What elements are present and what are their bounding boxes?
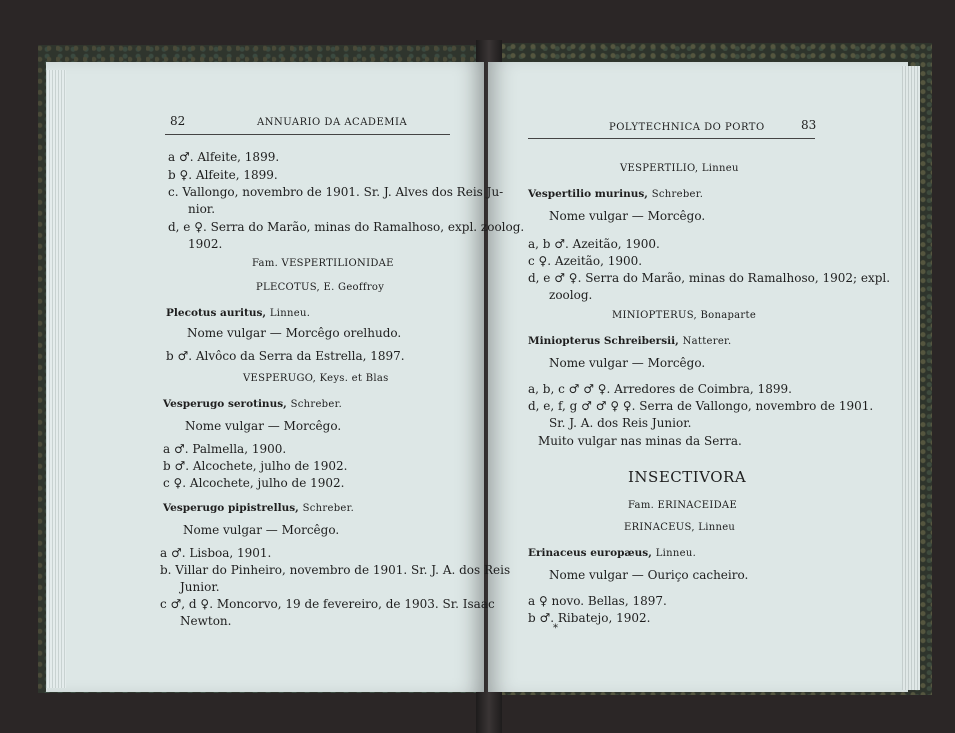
common-name: Nome vulgar — Morcêgo orelhudo. xyxy=(187,326,402,340)
genus-heading: VESPERTILIO, Linneu xyxy=(620,163,739,174)
species-author: Schreber. xyxy=(302,503,355,514)
record-line: a, b, c ♂ ♂ ♀. Arredores de Coimbra, 1899. xyxy=(528,382,792,396)
record-line: c. Vallongo, novembro de 1901. Sr. J. Alves dos Reis Ju- xyxy=(168,185,504,199)
species-author: Linneu. xyxy=(269,308,311,319)
species-author: Linneu. xyxy=(655,548,697,559)
genus-heading: VESPERUGO, Keys. et Blas xyxy=(243,373,389,384)
species-entry xyxy=(528,545,696,559)
species-entry xyxy=(528,333,732,347)
record-line: a ♀ novo. Bellas, 1897. xyxy=(528,594,667,608)
note-line: Muito vulgar nas minas da Serra. xyxy=(538,434,742,448)
record-line: b ♀. Alfeite, 1899. xyxy=(168,168,278,182)
record-line: b. Villar do Pinheiro, novembro de 1901. Sr. J. A. dos Reis xyxy=(160,563,511,577)
record-line: a ♂. Palmella, 1900. xyxy=(163,442,287,456)
record-line: nior. xyxy=(188,202,216,216)
record-line: d, e, f, g ♂ ♂ ♀ ♀. Serra de Vallongo, novembro de 1901. xyxy=(528,399,874,413)
species-name: Vespertilio murinus, xyxy=(528,188,648,200)
genus-heading: PLECOTUS, E. Geoffroy xyxy=(256,282,385,293)
species-name: Vesperugo serotinus, xyxy=(163,398,287,410)
record-line: Sr. J. A. dos Reis Junior. xyxy=(549,416,692,430)
record-line: 1902. xyxy=(188,237,223,251)
common-name: Nome vulgar — Morcêgo. xyxy=(549,356,706,370)
species-name: Miniopterus Schreibersii, xyxy=(528,335,679,347)
species-entry xyxy=(166,305,310,319)
header-rule-right xyxy=(528,138,815,139)
family-heading: Fam. VESPERTILIONIDAE xyxy=(252,258,394,269)
record-line: Junior. xyxy=(180,580,220,594)
genus-heading: MINIOPTERUS, Bonaparte xyxy=(612,310,757,321)
common-name: Nome vulgar — Morcêgo. xyxy=(549,209,706,223)
species-author: Natterer. xyxy=(682,336,732,347)
species-entry xyxy=(163,500,354,514)
record-line: a ♂. Lisboa, 1901. xyxy=(160,546,272,560)
genus-heading: ERINACEUS, Linneu xyxy=(624,522,736,533)
order-heading: INSECTIVORA xyxy=(628,468,747,486)
record-line: b ♂. Alcochete, julho de 1902. xyxy=(163,459,348,473)
record-line: zoolog. xyxy=(549,288,593,302)
right-page-edges xyxy=(902,66,920,690)
record-line: a, b ♂. Azeitão, 1900. xyxy=(528,237,660,251)
left-page-edges xyxy=(46,70,66,688)
species-name: Vesperugo pipistrellus, xyxy=(163,502,299,514)
running-head-left: ANNUARIO DA ACADEMIA xyxy=(257,117,408,128)
record-line: b ♂. Alvôco da Serra da Estrella, 1897. xyxy=(166,349,405,363)
record-line: d, e ♀. Serra do Marão, minas do Ramalhoso, expl. zoolog. xyxy=(168,220,525,234)
header-rule-left xyxy=(165,134,450,135)
asterisk-mark: * xyxy=(553,623,558,634)
record-line: b ♂. Ribatejo, 1902. xyxy=(528,611,651,625)
record-line: d, e ♂ ♀. Serra do Marão, minas do Ramalhoso, 1902; expl. xyxy=(528,271,891,285)
family-heading: Fam. ERINACEIDAE xyxy=(628,500,738,511)
record-line: c ♀. Alcochete, julho de 1902. xyxy=(163,476,345,490)
species-entry xyxy=(528,186,703,200)
species-entry xyxy=(163,396,342,410)
record-line: c ♂, d ♀. Moncorvo, 19 de fevereiro, de 1903. Sr. Isaac xyxy=(160,597,495,611)
common-name: Nome vulgar — Morcêgo. xyxy=(183,523,340,537)
record-line: Newton. xyxy=(180,614,232,628)
running-head-right: POLYTECHNICA DO PORTO xyxy=(609,122,765,133)
common-name: Nome vulgar — Morcêgo. xyxy=(185,419,342,433)
species-author: Schreber. xyxy=(651,189,704,200)
record-line: c ♀. Azeitão, 1900. xyxy=(528,254,643,268)
record-line: a ♂. Alfeite, 1899. xyxy=(168,150,280,164)
species-author: Schreber. xyxy=(290,399,343,410)
species-name: Erinaceus europæus, xyxy=(528,547,652,559)
page-number-right: 83 xyxy=(801,118,817,132)
species-name: Plecotus auritus, xyxy=(166,307,267,319)
page-number-left: 82 xyxy=(170,114,186,128)
common-name: Nome vulgar — Ouriço cacheiro. xyxy=(549,568,749,582)
